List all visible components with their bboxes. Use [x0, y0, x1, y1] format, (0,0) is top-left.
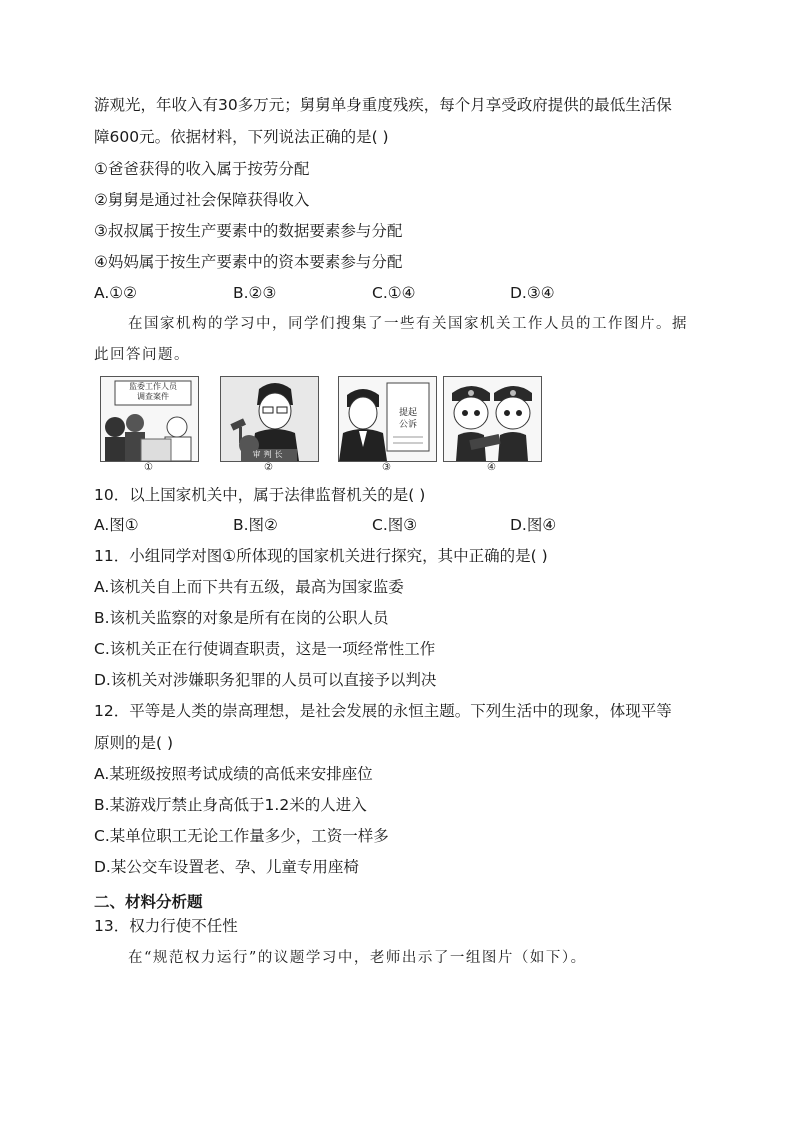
- q11-option-a[interactable]: A.该机关自上而下共有五级，最高为国家监委: [94, 578, 404, 596]
- statement-3: ③叔叔属于按生产要素中的数据要素参与分配: [94, 222, 403, 240]
- q9-option-a[interactable]: A.①②: [94, 284, 138, 302]
- q10-option-c[interactable]: C.图③: [372, 516, 418, 534]
- q10-option-d[interactable]: D.图④: [510, 516, 557, 534]
- picture-4-police: [443, 376, 542, 462]
- material-intro-line-1: 在国家机构的学习中，同学们搜集了一些有关国家机关工作人员的工作图片。据: [128, 316, 688, 332]
- q9-option-d[interactable]: D.③④: [510, 284, 555, 302]
- q13-intro: 在“规范权力运行”的议题学习中，老师出示了一组图片（如下）。: [128, 950, 587, 966]
- intro-line-1: 游观光，年收入有30多万元；舅舅单身重度残疾，每个月享受政府提供的最低生活保: [94, 96, 672, 114]
- intro-line-2: 障600元。依据材料，下列说法正确的是( ): [94, 128, 389, 146]
- statement-4: ④妈妈属于按生产要素中的资本要素参与分配: [94, 253, 403, 271]
- q10-option-a[interactable]: A.图①: [94, 516, 139, 534]
- q12-stem-line-1: 12．平等是人类的崇高理想，是社会发展的永恒主题。下列生活中的现象，体现平等: [94, 702, 672, 720]
- q11-option-d[interactable]: D.该机关对涉嫌职务犯罪的人员可以直接予以判决: [94, 671, 437, 689]
- police-illustration: [444, 377, 541, 461]
- q10-option-b[interactable]: B.图②: [233, 516, 278, 534]
- statement-2: ②舅舅是通过社会保障获得收入: [94, 191, 310, 209]
- q12-stem-line-2: 原则的是( ): [94, 734, 174, 752]
- picture-2-label: ②: [264, 462, 273, 473]
- picture-3-prosecution: [338, 376, 437, 462]
- q12-option-c[interactable]: C.某单位职工无论工作量多少，工资一样多: [94, 827, 389, 845]
- picture-4-label: ④: [487, 462, 496, 473]
- picture-3-label: ③: [382, 462, 391, 473]
- section-2-heading: 二、材料分析题: [94, 893, 203, 911]
- picture-1-caption: 监委工作人员 调查案件: [129, 382, 177, 401]
- q9-option-b[interactable]: B.②③: [233, 284, 277, 302]
- q13-title: 13．权力行使不任性: [94, 917, 238, 935]
- q12-option-b[interactable]: B.某游戏厅禁止身高低于1.2米的人进入: [94, 796, 367, 814]
- q11-option-c[interactable]: C.该机关正在行使调查职责，这是一项经常性工作: [94, 640, 436, 658]
- picture-1-supervision: [100, 376, 199, 462]
- q11-option-b[interactable]: B.该机关监察的对象是所有在岗的公职人员: [94, 609, 389, 627]
- picture-3-caption: 提起 公诉: [398, 408, 417, 430]
- q12-option-a[interactable]: A.某班级按照考试成绩的高低来安排座位: [94, 765, 373, 783]
- q12-option-d[interactable]: D.某公交车设置老、孕、儿童专用座椅: [94, 858, 359, 876]
- q10-stem: 10．以上国家机关中，属于法律监督机关的是( ): [94, 486, 426, 504]
- statement-1: ①爸爸获得的收入属于按劳分配: [94, 160, 310, 178]
- material-intro-line-2: 此回答问题。: [94, 347, 190, 363]
- picture-2-trial: [220, 376, 319, 462]
- q11-stem: 11．小组同学对图①所体现的国家机关进行探究，其中正确的是( ): [94, 547, 548, 565]
- picture-2-caption: 审判长: [252, 450, 286, 459]
- q9-option-c[interactable]: C.①④: [372, 284, 416, 302]
- picture-1-label: ①: [144, 462, 153, 473]
